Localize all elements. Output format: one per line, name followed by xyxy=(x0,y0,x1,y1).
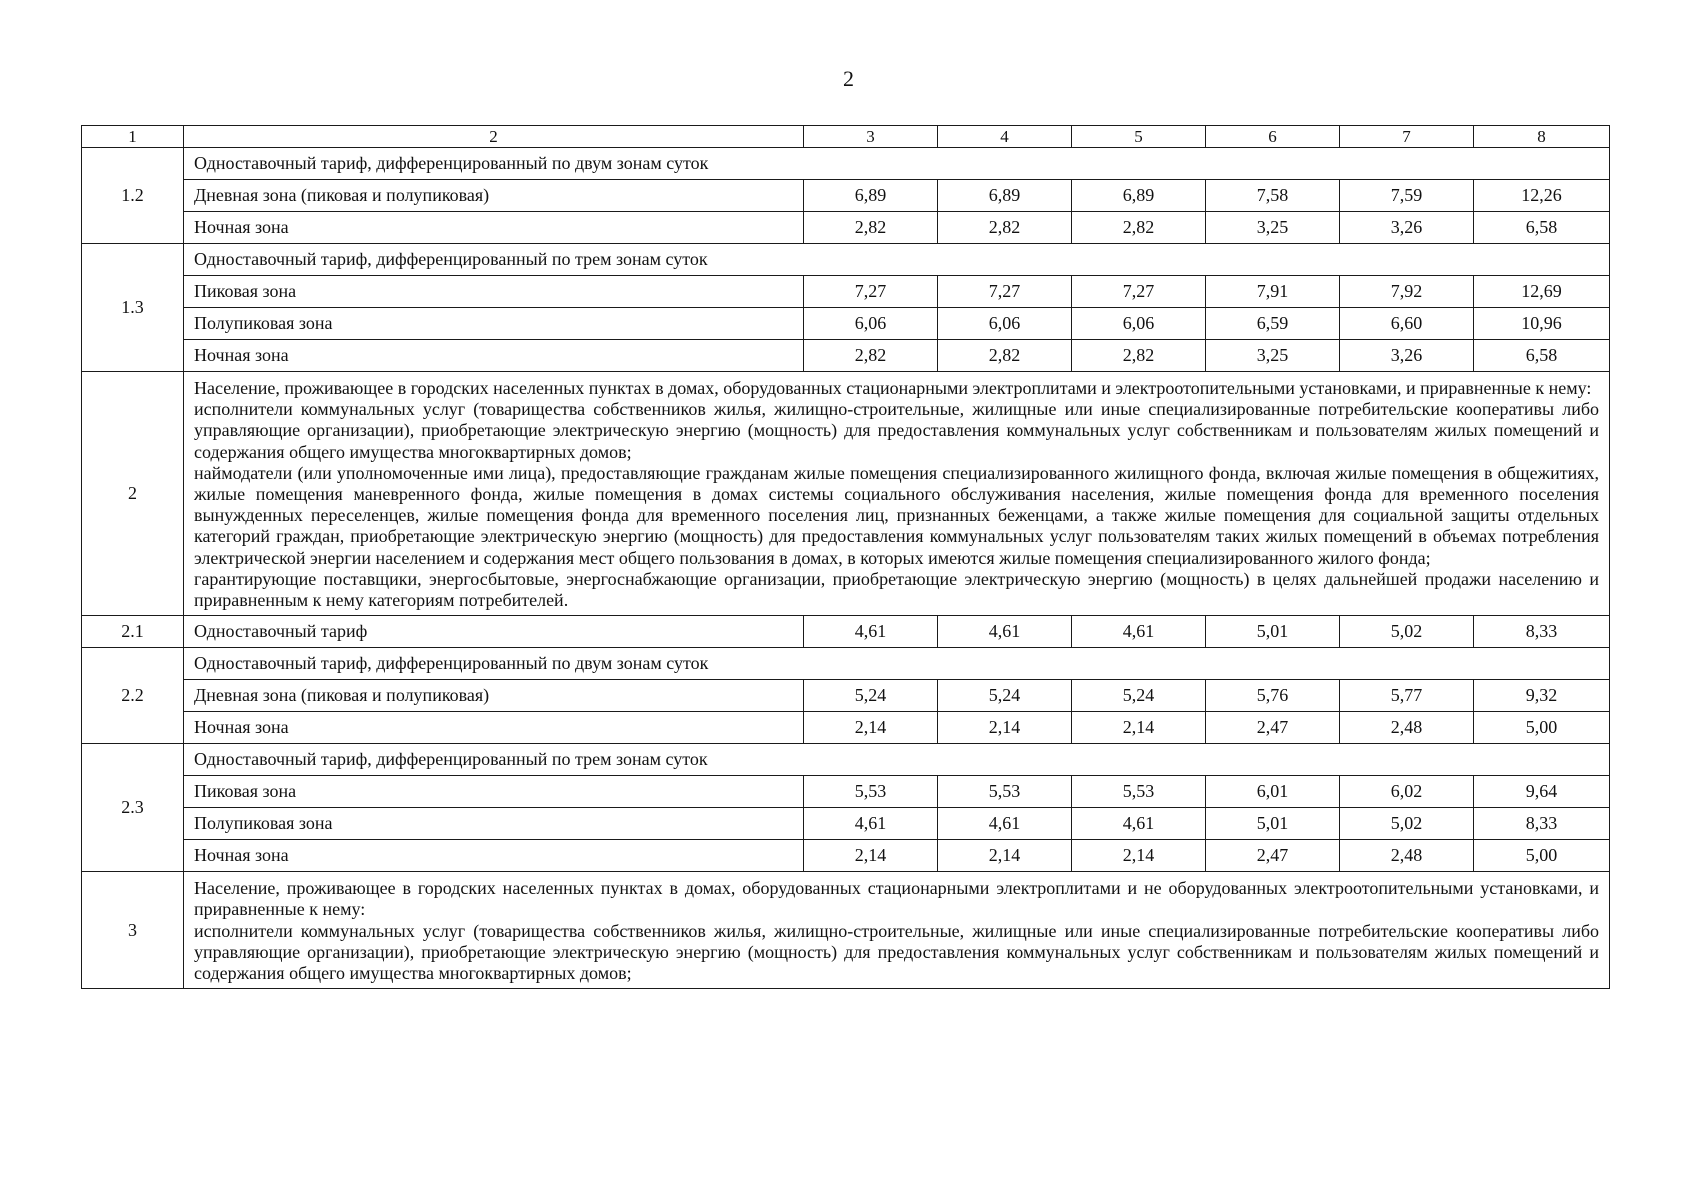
description-paragraph: Население, проживающее в городских населенных пунктах в домах, оборудованных стационарными электроплитами и не оборудованных электроотопительными установками, и приравненные к нему: xyxy=(194,878,1599,920)
value-cell: 2,82 xyxy=(1072,212,1206,244)
row-label: Одноставочный тариф, дифференцированный по трем зонам суток xyxy=(184,744,1610,776)
row-label: Полупиковая зона xyxy=(184,308,804,340)
value-cell: 5,01 xyxy=(1206,808,1340,840)
value-cell: 8,33 xyxy=(1474,808,1610,840)
value-cell: 5,02 xyxy=(1340,808,1474,840)
value-cell: 6,59 xyxy=(1206,308,1340,340)
row-label: Одноставочный тариф, дифференцированный по трем зонам суток xyxy=(184,244,1610,276)
value-cell: 2,82 xyxy=(1072,340,1206,372)
value-cell: 2,82 xyxy=(804,212,938,244)
value-cell: 5,24 xyxy=(938,680,1072,712)
header-cell: 4 xyxy=(938,126,1072,148)
value-cell: 12,26 xyxy=(1474,180,1610,212)
value-cell: 5,76 xyxy=(1206,680,1340,712)
value-cell: 4,61 xyxy=(1072,808,1206,840)
value-cell: 2,47 xyxy=(1206,712,1340,744)
table-row xyxy=(82,340,1610,372)
row-number: 2.2 xyxy=(82,648,184,744)
table-row xyxy=(82,840,1610,872)
value-cell: 5,24 xyxy=(1072,680,1206,712)
value-cell: 5,00 xyxy=(1474,712,1610,744)
value-cell: 5,02 xyxy=(1340,616,1474,648)
header-cell: 7 xyxy=(1340,126,1474,148)
value-cell: 5,24 xyxy=(804,680,938,712)
value-cell: 5,77 xyxy=(1340,680,1474,712)
page-number: 2 xyxy=(843,66,854,91)
value-cell: 2,48 xyxy=(1340,840,1474,872)
value-cell: 5,53 xyxy=(804,776,938,808)
table-row xyxy=(82,276,1610,308)
table-row xyxy=(82,308,1610,340)
value-cell: 6,60 xyxy=(1340,308,1474,340)
value-cell: 2,82 xyxy=(804,340,938,372)
table-row xyxy=(82,776,1610,808)
section-description xyxy=(184,872,1610,989)
value-cell: 6,01 xyxy=(1206,776,1340,808)
row-label: Одноставочный тариф xyxy=(184,616,804,648)
value-cell: 6,06 xyxy=(938,308,1072,340)
value-cell: 6,02 xyxy=(1340,776,1474,808)
value-cell: 7,92 xyxy=(1340,276,1474,308)
value-cell: 4,61 xyxy=(938,616,1072,648)
value-cell: 3,25 xyxy=(1206,340,1340,372)
value-cell: 4,61 xyxy=(1072,616,1206,648)
value-cell: 10,96 xyxy=(1474,308,1610,340)
description-paragraph: гарантирующие поставщики, энергосбытовые, энергоснабжающие организации, приобретающие электрическую энергию (мощность) в целях дальнейшей продажи населению и приравненным к нему категориям потребителей. xyxy=(194,568,1599,611)
table-row xyxy=(82,808,1610,840)
value-cell: 5,01 xyxy=(1206,616,1340,648)
description-paragraph: Население, проживающее в городских населенных пунктах в домах, оборудованных стационарными электроплитами и электроотопительными установками, и приравненные к нему: xyxy=(194,378,1592,398)
value-cell: 2,82 xyxy=(938,340,1072,372)
row-label: Дневная зона (пиковая и полупиковая) xyxy=(184,680,804,712)
value-cell: 7,91 xyxy=(1206,276,1340,308)
row-label: Пиковая зона xyxy=(184,276,804,308)
value-cell: 2,14 xyxy=(938,840,1072,872)
value-cell: 7,27 xyxy=(938,276,1072,308)
value-cell: 9,32 xyxy=(1474,680,1610,712)
row-label: Ночная зона xyxy=(184,340,804,372)
value-cell: 4,61 xyxy=(804,808,938,840)
value-cell: 7,27 xyxy=(804,276,938,308)
value-cell: 5,53 xyxy=(1072,776,1206,808)
row-label: Одноставочный тариф, дифференцированный по двум зонам суток xyxy=(184,648,1610,680)
row-number: 2 xyxy=(82,372,184,616)
value-cell: 3,26 xyxy=(1340,212,1474,244)
value-cell: 2,14 xyxy=(804,712,938,744)
header-row xyxy=(82,126,1610,148)
value-cell: 6,06 xyxy=(804,308,938,340)
row-number: 1.2 xyxy=(82,148,184,244)
value-cell: 5,00 xyxy=(1474,840,1610,872)
header-cell: 6 xyxy=(1206,126,1340,148)
row-label: Пиковая зона xyxy=(184,776,804,808)
description-paragraph: исполнители коммунальных услуг (товарищества собственников жилья, жилищно-строительные, жилищные или иные специализированные потребительские кооперативы либо управляющие организации), приобретающие электрическую энергию (мощность) для предоставления коммунальных услуг собственникам и пользователям жилых помещений и содержания общего имущества многоквартирных домов; xyxy=(194,399,1599,462)
row-label: Полупиковая зона xyxy=(184,808,804,840)
value-cell: 2,14 xyxy=(1072,840,1206,872)
description-paragraph: исполнители коммунальных услуг (товарищества собственников жилья, жилищно-строительные, жилищные или иные специализированные потребительские кооперативы либо управляющие организации), приобретающие электрическую энергию (мощность) для предоставления коммунальных услуг собственникам и пользователям жилых помещений и содержания общего имущества многоквартирных домов; xyxy=(194,920,1599,984)
description-paragraph: наймодатели (или уполномоченные ими лица), предоставляющие гражданам жилые помещения специализированного жилищного фонда, включая жилые помещения в общежитиях, жилые помещения маневренного фонда, жилые помещения в домах системы социального обслуживания населения, жилые помещения фонда для временного поселения вынужденных переселенцев, жилые помещения фонда для временного поселения лиц, признанных беженцами, а также жилые помещения для социальной защиты отдельных категорий граждан, приобретающие электрическую энергию (мощность) для предоставления коммунальных услуг пользователям таких жилых помещений в объемах потребления электрической энергии населением и содержания мест общего пользования в домах, в которых имеются жилые помещения специализированного жилого фонда; xyxy=(194,462,1599,568)
table-row xyxy=(82,680,1610,712)
row-label: Ночная зона xyxy=(184,212,804,244)
value-cell: 2,47 xyxy=(1206,840,1340,872)
table-row xyxy=(82,148,1610,180)
row-number: 3 xyxy=(82,872,184,989)
table-row xyxy=(82,244,1610,276)
value-cell: 5,53 xyxy=(938,776,1072,808)
section-description xyxy=(184,372,1610,616)
value-cell: 3,25 xyxy=(1206,212,1340,244)
row-number: 2.3 xyxy=(82,744,184,872)
value-cell: 6,89 xyxy=(804,180,938,212)
value-cell: 6,06 xyxy=(1072,308,1206,340)
value-cell: 2,14 xyxy=(938,712,1072,744)
value-cell: 7,58 xyxy=(1206,180,1340,212)
tariff-table xyxy=(81,125,1610,989)
value-cell: 6,89 xyxy=(938,180,1072,212)
value-cell: 12,69 xyxy=(1474,276,1610,308)
header-cell: 5 xyxy=(1072,126,1206,148)
row-label: Одноставочный тариф, дифференцированный по двум зонам суток xyxy=(184,148,1610,180)
table-row xyxy=(82,616,1610,648)
value-cell: 8,33 xyxy=(1474,616,1610,648)
table-row xyxy=(82,648,1610,680)
value-cell: 4,61 xyxy=(938,808,1072,840)
value-cell: 3,26 xyxy=(1340,340,1474,372)
value-cell: 4,61 xyxy=(804,616,938,648)
value-cell: 2,14 xyxy=(804,840,938,872)
value-cell: 2,82 xyxy=(938,212,1072,244)
table-row xyxy=(82,180,1610,212)
header-cell: 3 xyxy=(804,126,938,148)
table-row xyxy=(82,744,1610,776)
table-row xyxy=(82,712,1610,744)
row-number: 1.3 xyxy=(82,244,184,372)
value-cell: 7,59 xyxy=(1340,180,1474,212)
value-cell: 6,89 xyxy=(1072,180,1206,212)
row-label: Дневная зона (пиковая и полупиковая) xyxy=(184,180,804,212)
header-cell: 2 xyxy=(184,126,804,148)
header-cell: 8 xyxy=(1474,126,1610,148)
table-row xyxy=(82,372,1610,616)
value-cell: 6,58 xyxy=(1474,340,1610,372)
table-row xyxy=(82,212,1610,244)
value-cell: 2,14 xyxy=(1072,712,1206,744)
row-label: Ночная зона xyxy=(184,712,804,744)
row-label: Ночная зона xyxy=(184,840,804,872)
value-cell: 6,58 xyxy=(1474,212,1610,244)
value-cell: 7,27 xyxy=(1072,276,1206,308)
table-row xyxy=(82,872,1610,989)
row-number: 2.1 xyxy=(82,616,184,648)
value-cell: 9,64 xyxy=(1474,776,1610,808)
header-cell: 1 xyxy=(82,126,184,148)
value-cell: 2,48 xyxy=(1340,712,1474,744)
